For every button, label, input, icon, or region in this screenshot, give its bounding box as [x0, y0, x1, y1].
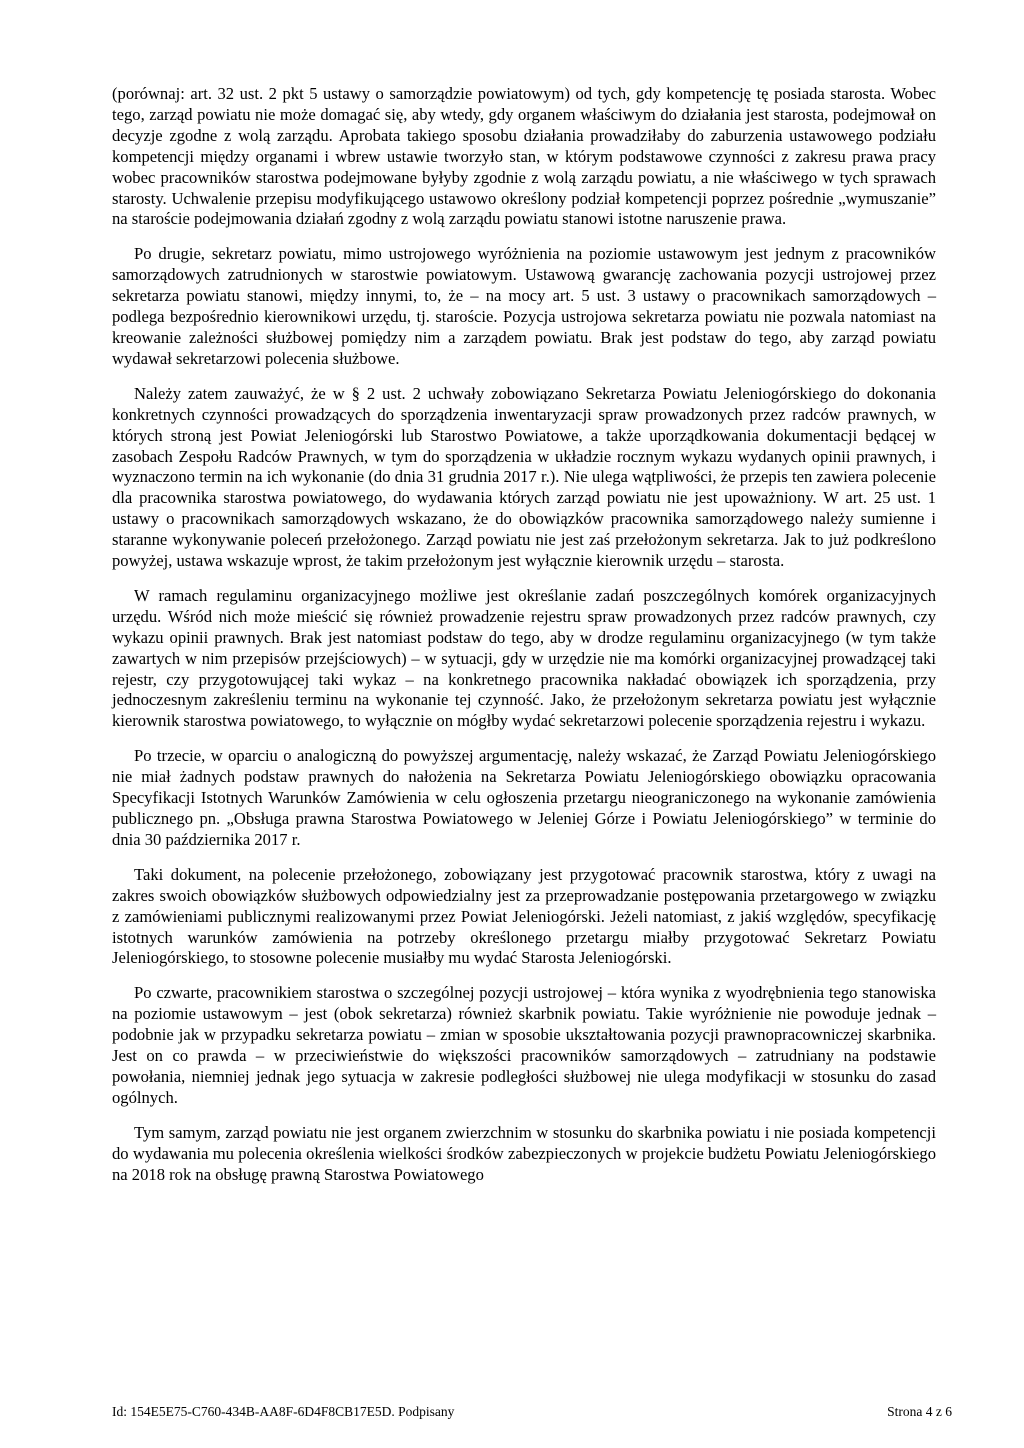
paragraph-4: W ramach regulaminu organizacyjnego możliwe jest określanie zadań poszczególnych komórek organizacyjnych urzędu. Wśród nich może mieścić się również prowadzenie rejestru spraw prowadzonych przez radców prawnych, czy wykazu opinii prawnych. Brak jest natomiast podstaw do tego, aby w drodze regulaminu organizacyjnego (w tym także zawartych w nim przepisów przejściowych) – w sytuacji, gdy w urzędzie nie ma komórki organizacyjnej prowadzącej taki rejestr, czy przygotowującej taki wykaz – na konkretnego pracownika nakładać obowiązek ich sporządzenia, przy jednoczesnym zakreśleniu terminu na wykonanie tej czynność. Jako, że przełożonym sekretarza powiatu jest wyłącznie kierownik starostwa powiatowego, to wyłącznie on mógłby wydać sekretarzowi polecenie sporządzenia rejestru i wykazu. — [112, 585, 936, 731]
paragraph-5: Po trzecie, w oparciu o analogiczną do powyższej argumentację, należy wskazać, że Zarząd Powiatu Jeleniogórskiego nie miał żadnych podstaw prawnych do nałożenia na Sekretarza Powiatu Jeleniogórskiego obowiązku opracowania Specyfikacji Istotnych Warunków Zamówienia w celu ogłoszenia przetargu nieograniczonego na wykonanie zamówienia publicznego pn. „Obsługa prawna Starostwa Powiatowego w Jeleniej Górze i Powiatu Jeleniogórskiego” w terminie do dnia 30 października 2017 r. — [112, 746, 936, 849]
paragraph-8: Tym samym, zarząd powiatu nie jest organem zwierzchnim w stosunku do skarbnika powiatu i nie posiada kompetencji do wydawania mu polecenia określenia wielkości środków zabezpieczonych w projekcie budżetu Powiatu Jeleniogórskiego na 2018 rok na obsługę prawną Starostwa Powiatowego — [112, 1122, 936, 1184]
paragraph-6: Taki dokument, na polecenie przełożonego, zobowiązany jest przygotować pracownik starostwa, który z uwagi na zakres swoich obowiązków służbowych odpowiedzialny jest za przeprowadzanie postępowania przetargowego w związku z zamówieniami publicznymi realizowanymi przez Powiat Jeleniogórski. Jeżeli natomiast, z jakiś względów, specyfikację istotnych warunków zamówienia na potrzeby określonego przetargu miałby przygotować Sekretarz Powiatu Jeleniogórskiego, to stosowne polecenie musiałby mu wydać Starosta Jeleniogórski. — [112, 864, 936, 968]
document-id-text: Id: 154E5E75-C760-434B-AA8F-6D4F8CB17E5D. Podpisany — [112, 1404, 455, 1419]
paragraph-1: (porównaj: art. 32 ust. 2 pkt 5 ustawy o samorządzie powiatowym) od tych, gdy kompetencję tę posiada starosta. Wobec tego, zarząd powiatu nie może domagać się, aby wtedy, gdy organem właściwym do działania jest starosta, podejmował on decyzje zgodne z wolą zarządu. Aprobata takiego sposobu działania prowadziłaby do zaburzenia ustawowego podziału kompetencji między organami i wbrew ustawie tworzyło stan, w którym podstawowe czynności z zakresu prawa pracy wobec pracowników starostwa podejmowane byłyby zgodnie z wolą zarządu powiatu, a nie właściwego w tych sprawach starosty. Uchwalenie przepisu modyfikującego ustawowo określony podział kompetencji poprzez pośrednie „wymuszanie” na staroście podejmowania działań zgodny z wolą zarządu powiatu stanowi istotne naruszenie prawa. — [112, 84, 936, 229]
paragraph-3: Należy zatem zauważyć, że w § 2 ust. 2 uchwały zobowiązano Sekretarza Powiatu Jeleniogórskiego do dokonania konkretnych czynności prowadzących do sporządzenia inwentaryzacji spraw prowadzonych przez radców prawnych, w których stroną jest Powiat Jeleniogórski lub Starostwo Powiatowe, a także uporządkowania dokumentacji będącej w zasobach Zespołu Radców Prawnych, w tym do sporządzenia w układzie rocznym wykazu wydanych opinii prawnych, i wyznaczono termin na ich wykonanie (do dnia 31 grudnia 2017 r.). Nie ulega wątpliwości, że przepis ten zawiera polecenie dla pracownika starostwa powiatowego, do wydawania których zarząd powiatu nie jest upoważniony. W art. 25 ust. 1 ustawy o pracownikach samorządowych wskazano, że do obowiązków pracownika samorządowego należy sumienne i staranne wykonywanie poleceń przełożonego. Zarząd powiatu nie jest zaś przełożonym sekretarza. Jak to już podkreślono powyżej, ustawa wskazuje wprost, że takim przełożonym jest wyłącznie kierownik urzędu – starosta. — [112, 383, 936, 571]
page-number: Strona 4 z 6 — [887, 1404, 952, 1419]
paragraph-2: Po drugie, sekretarz powiatu, mimo ustrojowego wyróżnienia na poziomie ustawowym jest jednym z pracowników samorządowych zatrudnionych w starostwie powiatowym. Ustawową gwarancję zachowania pozycji ustrojowej przez sekretarza powiatu stanowi, między innymi, to, że – na mocy art. 5 ust. 3 ustawy o pracownikach samorządowych – podlega bezpośrednio kierownikowi urzędu, tj. staroście. Pozycja ustrojowa sekretarza powiatu nie pozwala natomiast na kreowanie zależności służbowej pomiędzy nim a zarządem powiatu. Brak jest podstaw do tego, aby zarząd powiatu wydawał sekretarzowi polecenia służbowe. — [112, 244, 936, 368]
document-body — [112, 84, 936, 1200]
page-footer — [112, 1404, 952, 1420]
paragraph-7: Po czwarte, pracownikiem starostwa o szczególnej pozycji ustrojowej – która wynika z wyodrębnienia tego stanowiska na poziomie ustawowym – jest (obok sekretarza) również skarbnik powiatu. Takie wyróżnienie nie powoduje jednak – podobnie jak w przypadku sekretarza powiatu – zmian w sposobie ukształtowania pozycji prawnopracowniczej skarbnika. Jest on co prawda – w przeciwieństwie do większości pracowników samorządowych – zatrudniany na podstawie powołania, niemniej jednak jego sytuacja w zakresie podległości służbowej nie ulega modyfikacji w stosunku do zasad ogólnych. — [112, 983, 936, 1107]
